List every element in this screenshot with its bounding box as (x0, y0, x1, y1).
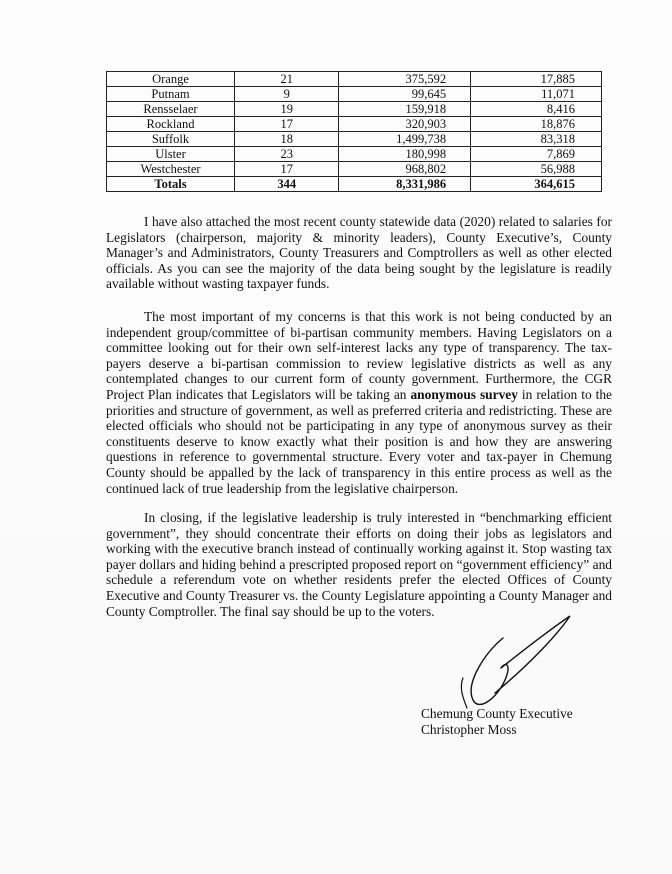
cell-col4: 83,318 (471, 132, 602, 147)
table-row (107, 102, 602, 117)
cell-county: Putnam (107, 87, 235, 102)
cell-col4: 56,988 (471, 162, 602, 177)
cell-col4: 11,071 (471, 87, 602, 102)
totals-col4: 364,615 (471, 177, 602, 192)
cell-col4: 8,416 (471, 102, 602, 117)
totals-col3: 8,331,986 (339, 177, 471, 192)
cell-col4: 17,885 (471, 72, 602, 87)
cell-col4: 7,869 (471, 147, 602, 162)
cell-col2: 9 (235, 87, 339, 102)
cell-col3: 375,592 (339, 72, 471, 87)
cell-col2: 21 (235, 72, 339, 87)
cell-county: Rensselaer (107, 102, 235, 117)
cell-col2: 18 (235, 132, 339, 147)
cell-county: Orange (107, 72, 235, 87)
cell-col3: 1,499,738 (339, 132, 471, 147)
signer-name: Christopher Moss (421, 721, 517, 737)
cell-col3: 320,903 (339, 117, 471, 132)
paragraph-concerns-text-a: The most important of my concerns is that this work is not being conducted by an independent group/committee of bi-partisan community members. Having Legislators on a committee looking out for their own self-interest lacks any type of transparency. The tax-payers deserve a bi-partisan commission to review legislative districts as well as any contemplated changes to our current form of county government. Furthermore, the CGR Project Plan indicates that Legislators will be taking an (106, 309, 612, 402)
cell-col2: 19 (235, 102, 339, 117)
table-row (107, 117, 602, 132)
cell-col3: 180,998 (339, 147, 471, 162)
cell-col2: 17 (235, 117, 339, 132)
cell-county: Suffolk (107, 132, 235, 147)
paragraph-concerns (106, 309, 612, 496)
cell-col2: 17 (235, 162, 339, 177)
cell-col3: 159,918 (339, 102, 471, 117)
anonymous-survey-emphasis: anonymous survey (410, 386, 518, 402)
handwritten-signature (445, 608, 585, 718)
paragraph-concerns-text-b: in relation to the priorities and structure of government, as well as preferred criteria and redistricting. These are elected officials who should not be participating in any type of anonymous survey as their constituents deserve to know exactly what their position is and how they are answering questions in reference to governmental structure. Every voter and tax-payer in Chemung County should be appalled by the lack of transparency in this entire process as well as the continued lack of true leadership from the legislative chairperson. (106, 386, 613, 496)
paragraph-closing: In closing, if the legislative leadership is truly interested in “benchmarking efficient government”, they should concentrate their efforts on doing their jobs as legislators and working with the executive branch instead of continually working against it. Stop wasting tax payer dollars and hiding behind a prescripted proposed report on “government efficiency” and schedule a referendum vote on whether residents prefer the elected Offices of County Executive and County Treasurer vs. the County Legislature appointing a County Manager and County Comptroller. The final say should be up to the voters. (106, 510, 612, 619)
cell-col2: 23 (235, 147, 339, 162)
cell-col3: 99,645 (339, 87, 471, 102)
cell-county: Rockland (107, 117, 235, 132)
cell-col4: 18,876 (471, 117, 602, 132)
table-row (107, 87, 602, 102)
cell-county: Ulster (107, 147, 235, 162)
signature-block (421, 706, 573, 738)
cell-county: Westchester (107, 162, 235, 177)
cell-col3: 968,802 (339, 162, 471, 177)
signer-title: Chemung County Executive (421, 706, 573, 721)
totals-col2: 344 (235, 177, 339, 192)
table-row (107, 162, 602, 177)
totals-label: Totals (107, 177, 235, 192)
table-row (107, 132, 602, 147)
table-row (107, 147, 602, 162)
table-body (107, 72, 602, 192)
table-row (107, 72, 602, 87)
county-data-table (106, 71, 602, 192)
totals-row (107, 177, 602, 192)
paragraph-salary-data: I have also attached the most recent county statewide data (2020) related to salaries for Legislators (chairperson, majority & minority leaders), County Executive’s, County Manager’s and Administrators, County Treasurers and Comptrollers as well as other elected officials. As you can see the majority of the data being sought by the legislature is readily available without wasting taxpayer funds. (106, 214, 612, 292)
